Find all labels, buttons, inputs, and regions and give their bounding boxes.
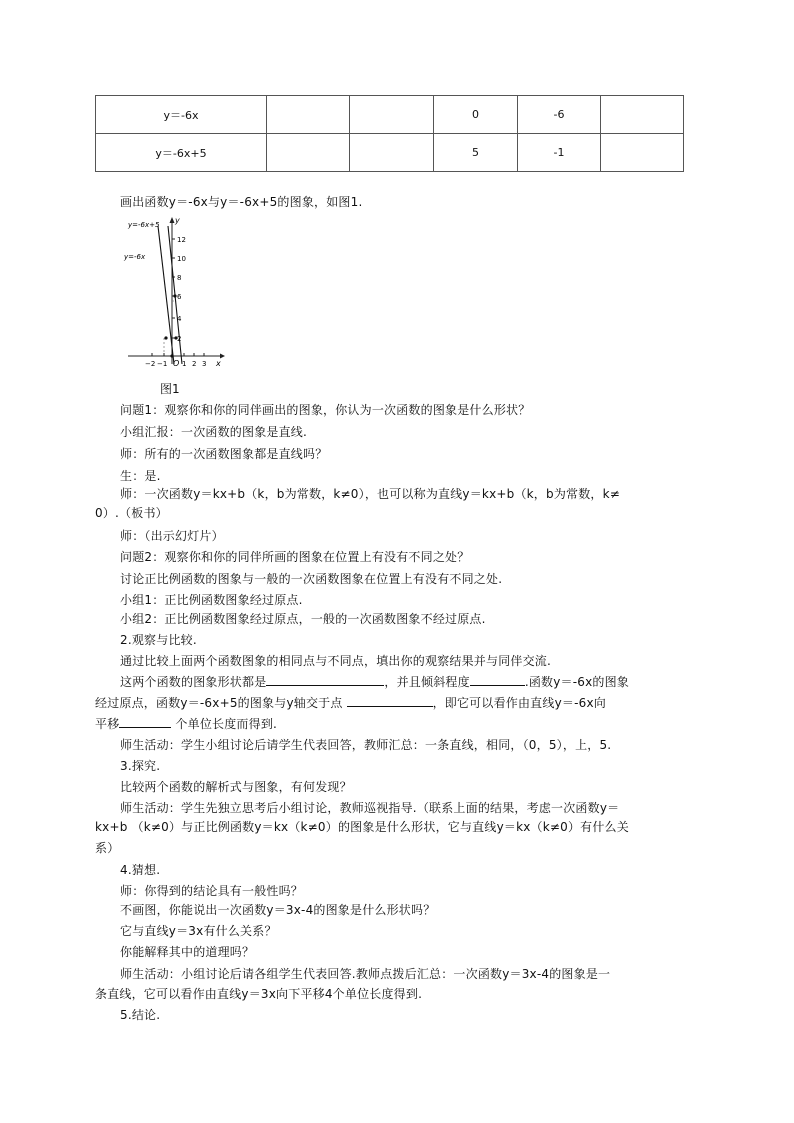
table-cell: y＝-6x+5 xyxy=(96,134,267,172)
text-line: 师：一次函数y＝kx+b（k，b为常数，k≠0），也可以称为直线y＝kx+b（k，b为常数，k≠ xyxy=(120,487,621,501)
answer-blank[interactable] xyxy=(470,673,525,686)
text-line: 0）.（板书） xyxy=(95,506,168,520)
table-cell xyxy=(601,134,684,172)
text-line: 它与直线y＝3x有什么关系？ xyxy=(120,924,277,938)
table-cell: -1 xyxy=(518,134,601,172)
function-graph-figure xyxy=(120,214,230,374)
y-tick-label: 12 xyxy=(177,236,186,244)
text-line: 通过比较上面两个函数图象的相同点与不同点，填出你的观察结果并与同伴交流. xyxy=(120,654,552,668)
point xyxy=(164,336,167,339)
text-line: 你能解释其中的道理吗？ xyxy=(120,945,255,959)
fill-line-2 xyxy=(95,693,606,713)
label-y-neg6x: y=-6x xyxy=(124,253,146,261)
section-heading: 3.探究. xyxy=(120,759,161,773)
text-line: 师生活动：学生先独立思考后小组讨论，教师巡视指导.（联系上面的结果，考虑一次函数y＝ xyxy=(120,801,620,815)
text-line: 小组2：正比例函数图象经过原点，一般的一次函数图象不经过原点. xyxy=(120,612,486,626)
x-axis-label: x xyxy=(216,359,221,368)
text-line: 比较两个函数的解析式与图象，有何发现？ xyxy=(120,780,352,794)
section-heading: 4.猜想. xyxy=(120,863,161,877)
intro-text: 画出函数y＝-6x与y＝-6x+5的图象，如图1. xyxy=(120,195,363,209)
origin-label: O xyxy=(173,359,180,368)
fill-text: ，并且倾斜程度 xyxy=(384,675,470,689)
y-axis-arrow xyxy=(170,217,175,223)
label-y-neg6x-plus5: y=-6x+5 xyxy=(128,221,160,229)
y-tick-label: 8 xyxy=(177,274,182,282)
fill-text: 平移 xyxy=(95,717,120,731)
text-line: kx+b （k≠0）与正比例函数y＝kx（k≠0）的图象是什么形状，它与直线y＝kx（k≠0）有什么关 xyxy=(95,820,629,834)
fill-text: ，即它可以看作由直线y＝-6x向 xyxy=(432,696,606,710)
x-tick-label: −1 xyxy=(157,360,168,368)
answer-blank[interactable] xyxy=(119,715,171,728)
y-tick-label: 10 xyxy=(177,255,186,263)
x-tick-label: 3 xyxy=(202,360,207,368)
table-cell xyxy=(267,96,350,134)
y-tick-label: 4 xyxy=(177,315,182,323)
text-line: 条直线，它可以看作由直线y＝3x向下平移4个单位长度得到. xyxy=(95,987,423,1001)
table-cell xyxy=(350,134,434,172)
question-2: 问题2：观察你和你的同伴所画的图象在位置上有没有不同之处？ xyxy=(120,550,470,564)
table-cell: 5 xyxy=(434,134,518,172)
answer-blank[interactable] xyxy=(347,694,433,707)
fill-text: 这两个函数的图象形状都是 xyxy=(120,675,267,689)
table-cell: -6 xyxy=(518,96,601,134)
fill-line-1 xyxy=(120,672,629,692)
text-line: 生：是. xyxy=(120,469,161,483)
y-axis-label: y xyxy=(175,216,180,225)
x-axis-arrow xyxy=(220,354,225,359)
fill-text: .函数y＝-6x的图象 xyxy=(524,675,629,689)
y-tick-label: 2 xyxy=(177,335,182,343)
text-line: 讨论正比例函数的图象与一般的一次函数图象在位置上有没有不同之处. xyxy=(120,572,503,586)
x-tick-label: 1 xyxy=(182,360,187,368)
section-heading: 5.结论. xyxy=(120,1008,161,1022)
text-line: 不画图，你能说出一次函数y＝3x-4的图象是什么形状吗？ xyxy=(120,903,436,917)
y-tick-label: 6 xyxy=(177,293,182,301)
point xyxy=(170,354,173,357)
question-1: 问题1：观察你和你的同伴画出的图象，你认为一次函数的图象是什么形状？ xyxy=(120,403,531,417)
text-line: 小组汇报：一次函数的图象是直线. xyxy=(120,425,308,439)
text-line: 系） xyxy=(95,841,120,855)
table-cell: y＝-6x xyxy=(96,96,267,134)
text-line: 师：所有的一次函数图象都是直线吗？ xyxy=(120,447,328,461)
table-cell: 0 xyxy=(434,96,518,134)
table-cell xyxy=(601,96,684,134)
figure-caption: 图1 xyxy=(160,382,180,396)
x-tick-label: −2 xyxy=(145,360,156,368)
text-line: 师生活动：学生小组讨论后请学生代表回答，教师汇总：一条直线，相同，（0，5），上，5. xyxy=(120,738,612,752)
answer-blank[interactable] xyxy=(266,673,384,686)
fill-line-3 xyxy=(95,714,277,734)
text-line: 小组1：正比例函数图象经过原点. xyxy=(120,593,303,607)
section-heading: 2.观察与比较. xyxy=(120,633,197,647)
fill-text: 经过原点，函数y＝-6x+5的图象与y轴交于点 xyxy=(95,696,343,710)
fill-text: 个单位长度而得到. xyxy=(175,717,278,731)
table-cell xyxy=(350,96,434,134)
text-line: 师：你得到的结论具有一般性吗？ xyxy=(120,884,304,898)
x-tick-label: 2 xyxy=(192,360,197,368)
table-row xyxy=(96,134,684,172)
table-cell xyxy=(267,134,350,172)
text-line: 师生活动：小组讨论后请各组学生代表回答.教师点拨后汇总：一次函数y＝3x-4的图象是一 xyxy=(120,967,611,981)
text-line: 师：（出示幻灯片） xyxy=(120,529,224,543)
values-table xyxy=(95,95,684,172)
table-row xyxy=(96,96,684,134)
